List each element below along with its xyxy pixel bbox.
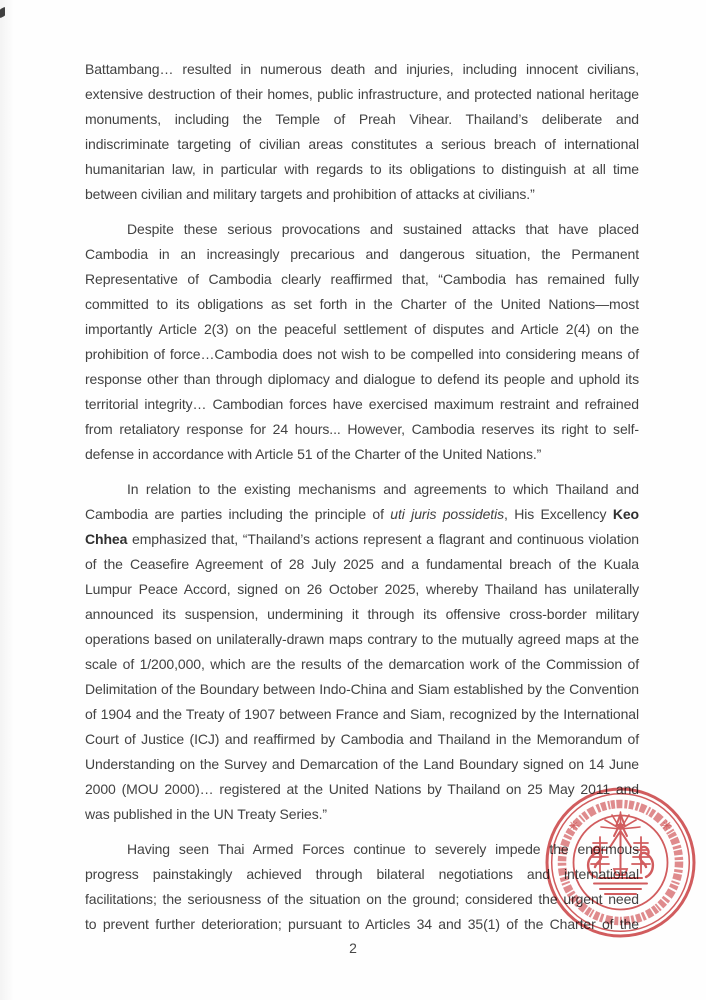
text-line — [85, 317, 639, 342]
text-run: between civilian and military targets and prohibition of attacks at civilians.” — [85, 186, 535, 202]
text-run: prohibition of force…Cambodia does not wish to be compelled into considering means of — [85, 346, 639, 362]
text-line — [85, 627, 639, 652]
paragraph — [85, 477, 639, 827]
text-run: of 1904 and the Treaty of 1907 between France and Siam, recognized by the International — [85, 706, 639, 722]
paragraph — [85, 57, 639, 207]
text-line — [85, 727, 639, 752]
text-line — [85, 342, 639, 367]
text-run: of the Ceasefire Agreement of 28 July 2025 and a fundamental breach of the Kuala — [85, 556, 639, 572]
text-run: operations based on unilaterally-drawn maps contrary to the mutually agreed maps at the — [85, 631, 639, 647]
scan-edge-shadow — [0, 0, 14, 1000]
text-run: humanitarian law, in particular with regards to its obligations to distinguish at all time — [85, 161, 639, 177]
seal-star-left-icon: ✳ — [568, 818, 580, 833]
text-line — [85, 552, 639, 577]
text-line — [85, 292, 639, 317]
text-run: monuments, including the Temple of Preah Vihear. Thailand’s deliberate and — [85, 111, 639, 127]
text-run: response other than through diplomacy and dialogue to defend its people and uphold its — [85, 371, 639, 387]
text-run: Representative of Cambodia clearly reaffirmed that, “Cambodia has remained fully — [85, 271, 639, 287]
text-run: Lumpur Peace Accord, signed on 26 October 2025, whereby Thailand has unilaterally — [85, 581, 639, 597]
paragraph — [85, 217, 639, 467]
text-line — [85, 392, 639, 417]
text-run: from retaliatory response for 24 hours... However, Cambodia reserves its right to self- — [85, 421, 639, 437]
scan-artifact-mark — [0, 7, 5, 18]
text-line — [85, 367, 639, 392]
text-run: Despite these serious provocations and sustained attacks that have placed — [127, 221, 639, 237]
text-run: Having seen Thai Armed Forces continue to severely impede the enormous — [127, 841, 639, 857]
seal-star-right-icon: ✳ — [661, 818, 673, 833]
text-line — [85, 752, 639, 777]
text-run: Court of Justice (ICJ) and reaffirmed by Cambodia and Thailand in the Memorandum of — [85, 731, 639, 747]
text-run: was published in the UN Treaty Series.” — [85, 806, 327, 822]
text-run: indiscriminate targeting of civilian areas constitutes a serious breach of international — [85, 136, 639, 152]
text-run: , His Excellency — [504, 506, 613, 522]
seal-emblem — [588, 812, 653, 894]
text-line — [85, 502, 639, 527]
text-line — [85, 577, 639, 602]
text-line — [85, 217, 639, 242]
text-line — [85, 157, 639, 182]
text-run: importantly Article 2(3) on the peaceful settlement of disputes and Article 2(4) on the — [85, 321, 639, 337]
text-run: Delimitation of the Boundary between Indo-China and Siam established by the Convention — [85, 681, 639, 697]
text-run: uti juris possidetis — [390, 506, 505, 522]
text-run: defense in accordance with Article 51 of the Charter of the United Nations.” — [85, 446, 542, 462]
text-run: emphasized that, “Thailand’s actions represent a flagrant and continuous violation — [127, 531, 639, 547]
text-run: committed to its obligations as set forth in the Charter of the United Nations—most — [85, 296, 639, 312]
text-line — [85, 442, 639, 467]
text-run: Keo — [612, 506, 639, 522]
official-red-seal-stamp — [543, 785, 698, 940]
text-run: Cambodia in an increasingly precarious and dangerous situation, the Permanent — [85, 246, 639, 262]
text-run: territorial integrity… Cambodian forces have exercised maximum restraint and refrained — [85, 396, 639, 412]
text-line — [85, 677, 639, 702]
text-run: Cambodia are parties including the principle of — [85, 506, 391, 522]
seal-pedestal — [594, 878, 647, 894]
text-line — [85, 182, 639, 207]
text-run: Battambang… resulted in numerous death and injuries, including innocent civilians, — [85, 61, 639, 77]
text-run: In relation to the existing mechanisms and agreements to which Thailand and — [127, 481, 639, 497]
text-line — [85, 652, 639, 677]
text-run: Chhea — [85, 531, 128, 547]
text-line — [85, 267, 639, 292]
text-line — [85, 132, 639, 157]
text-run: extensive destruction of their homes, public infrastructure, and protected national heritage — [85, 86, 639, 102]
text-line — [85, 82, 639, 107]
text-run: facilitations; the seriousness of the situation on the ground; considered the urgent need — [85, 891, 639, 907]
text-run: Understanding on the Survey and Demarcation of the Land Boundary signed on 14 June — [85, 756, 639, 772]
page-number: 2 — [349, 940, 357, 956]
text-run: to prevent further deterioration; pursuant to Articles 34 and 35(1) of the Charter of the — [85, 916, 639, 932]
text-run: 2000 (MOU 2000)… registered at the United Nations by Thailand on 25 May 2011 and — [85, 781, 639, 797]
seal-crown — [610, 814, 631, 875]
text-run: progress painstakingly achieved through bilateral negotiations and international — [85, 866, 639, 882]
text-line — [85, 107, 639, 132]
text-line — [85, 602, 639, 627]
text-line — [85, 242, 639, 267]
text-line — [85, 477, 639, 502]
text-run: scale of 1/200,000, which are the results of the demarcation work of the Commission of — [85, 656, 639, 672]
text-line — [85, 702, 639, 727]
text-line — [85, 417, 639, 442]
text-run: announced its suspension, undermining it through its offensive cross-border military — [85, 606, 639, 622]
text-line — [85, 527, 639, 552]
text-line — [85, 57, 639, 82]
